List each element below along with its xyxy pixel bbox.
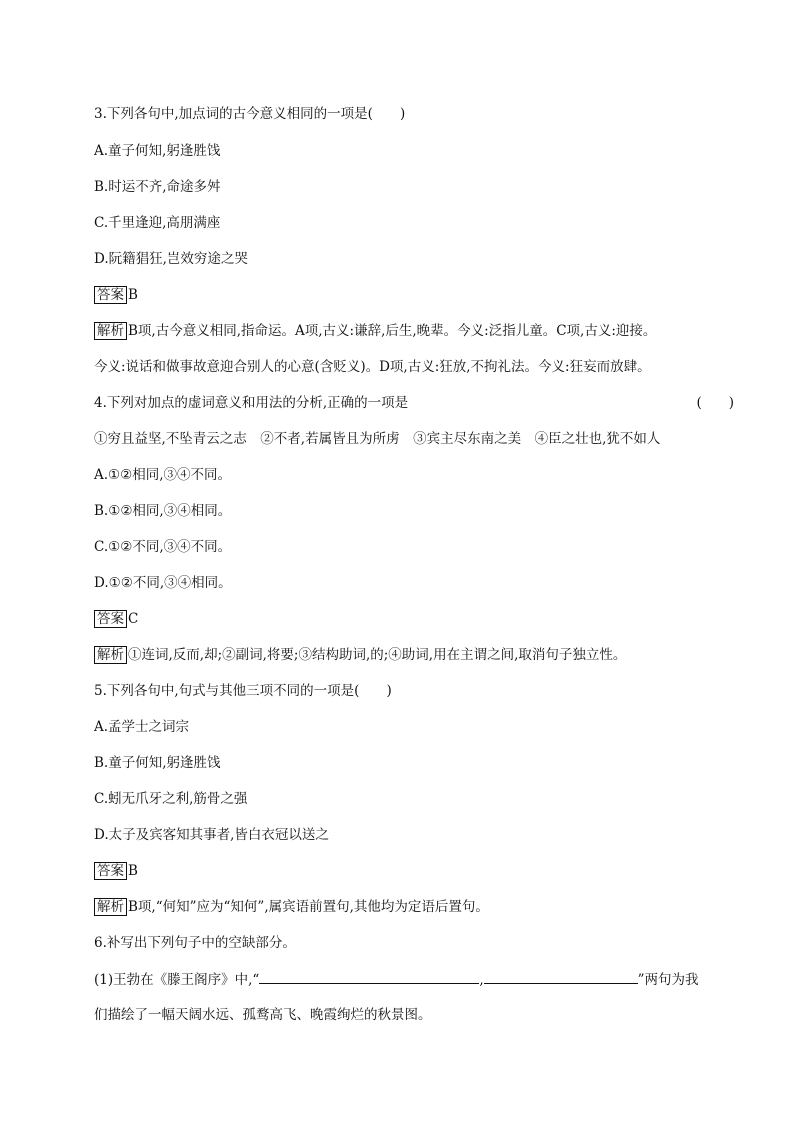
answer-label: 答案 (94, 286, 127, 304)
q3-analysis-text-1: B项,古今意义相同,指命运。A项,古义:谦辞,后生,晚辈。今义:泛指儿童。C项,古义:迎接。 (128, 323, 657, 339)
q5-answer-value: B (128, 863, 138, 879)
q4-answer-paren: ( ) (696, 395, 734, 411)
q6-stem: 6.补写出下列句子中的空缺部分。 (94, 935, 296, 951)
answer-label: 答案 (94, 862, 127, 880)
q4-analysis-text: ①连词,反而,却;②副词,将要;③结构助词,的;④助词,用在主谓之间,取消句子独立性。 (128, 647, 627, 663)
q3-option-a: A.童子何知,躬逢胜饯 (94, 143, 221, 159)
q5-answer (94, 861, 734, 881)
q4-option-c: C.①②不同,③④不同。 (94, 539, 232, 555)
q4-stem-row (94, 393, 734, 413)
q4-sentences: ①穷且益坚,不坠青云之志 ②不者,若属皆且为所虏 ③宾主尽东南之美 ④臣之壮也,犹不如人 (94, 431, 661, 447)
q5-stem: 5.下列各句中,句式与其他三项不同的一项是( ) (94, 683, 392, 699)
q3-stem: 3.下列各句中,加点词的古今意义相同的一项是( ) (94, 106, 406, 122)
q4-option-b: B.①②相同,③④相同。 (94, 503, 232, 519)
q3-analysis-text-2: 今义:说话和做事故意迎合别人的心意(含贬义)。D项,古义:狂放,不拘礼法。今义:狂妄而放肆。 (94, 359, 651, 375)
analysis-label: 解析 (94, 646, 127, 664)
q4-answer-value: C (128, 611, 139, 627)
q5-option-b: B.童子何知,躬逢胜饯 (94, 755, 221, 771)
q4-analysis (94, 645, 734, 665)
q4-option-d: D.①②不同,③④相同。 (94, 575, 232, 591)
q6-item1-suffix: ”两句为我 (637, 972, 699, 988)
fill-blank-2[interactable] (484, 969, 638, 984)
q3-option-d: D.阮籍猖狂,岂效穷途之哭 (94, 251, 248, 267)
answer-label: 答案 (94, 610, 127, 628)
q3-answer (94, 285, 734, 305)
q4-answer (94, 609, 734, 629)
q3-answer-value: B (128, 287, 138, 303)
analysis-label: 解析 (94, 898, 127, 916)
q6-item1-comma: , (479, 972, 484, 988)
fill-blank-1[interactable] (259, 969, 479, 984)
q5-option-a: A.孟学士之词宗 (94, 719, 190, 735)
q3-option-c: C.千里逢迎,高朋满座 (94, 215, 221, 231)
q6-item-1 (94, 969, 734, 990)
q6-item1-prefix: (1)王勃在《滕王阁序》中,“ (94, 972, 260, 988)
q5-option-c: C.蚓无爪牙之利,筋骨之强 (94, 791, 248, 807)
q6-item1-line2: 们描绘了一幅天阔水远、孤鹜高飞、晚霞绚烂的秋景图。 (94, 1007, 432, 1023)
q3-analysis (94, 321, 734, 341)
q5-analysis (94, 897, 734, 917)
analysis-label: 解析 (94, 322, 127, 340)
q4-stem: 4.下列对加点的虚词意义和用法的分析,正确的一项是 (94, 395, 409, 411)
q3-option-b: B.时运不齐,命途多舛 (94, 179, 221, 195)
q5-option-d: D.太子及宾客知其事者,皆白衣冠以送之 (94, 827, 329, 843)
q5-analysis-text: B项,“何知”应为“知何”,属宾语前置句,其他均为定语后置句。 (128, 899, 489, 915)
q4-option-a: A.①②相同,③④不同。 (94, 467, 232, 483)
